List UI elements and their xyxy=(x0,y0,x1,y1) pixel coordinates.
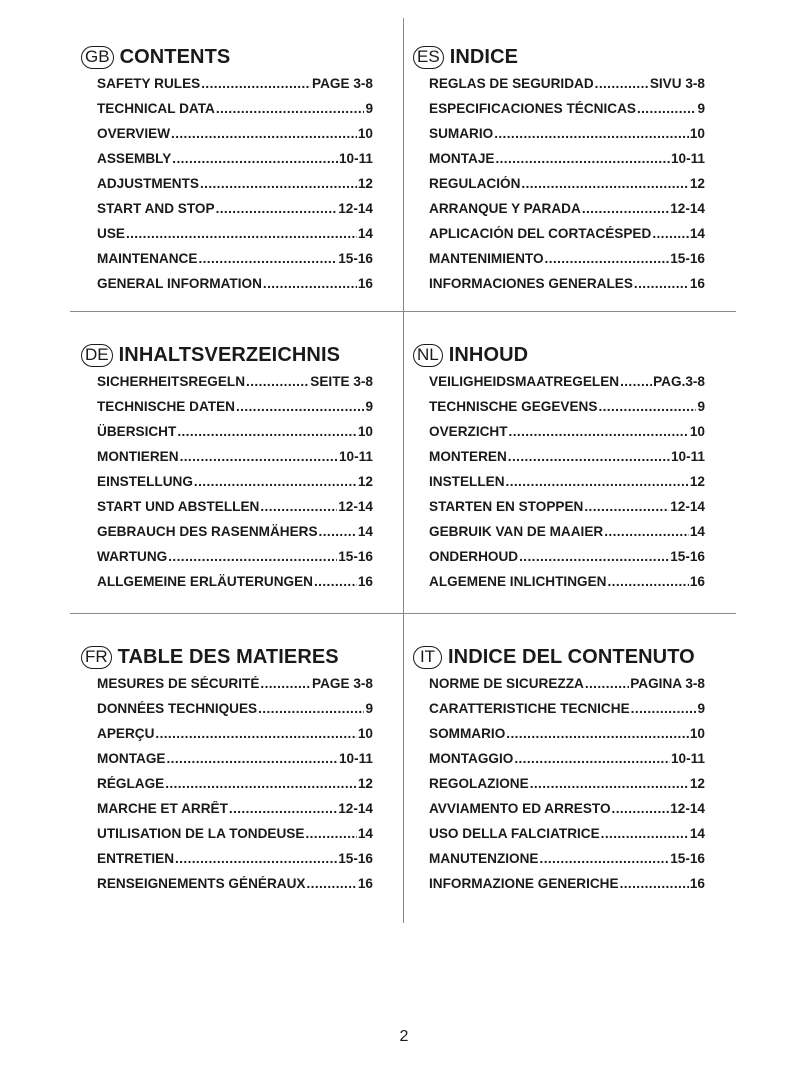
toc-entry xyxy=(429,151,705,176)
toc-entry-list xyxy=(429,76,705,301)
toc-entry-list xyxy=(97,76,373,301)
entry-label: SUMARIO xyxy=(429,126,494,141)
dot-leader xyxy=(177,424,357,439)
entry-page: 15-16 xyxy=(338,251,373,266)
dot-leader xyxy=(604,524,689,539)
entry-page: 16 xyxy=(689,574,705,589)
language-code-badge: GB xyxy=(81,46,114,69)
entry-label: MAINTENANCE xyxy=(97,251,198,266)
entry-page: 9 xyxy=(697,399,705,414)
dot-leader xyxy=(506,474,689,489)
dot-leader xyxy=(530,776,689,791)
dot-leader xyxy=(521,176,688,191)
dot-leader xyxy=(171,126,357,141)
section-header xyxy=(413,44,705,70)
entry-label: EINSTELLUNG xyxy=(97,474,193,489)
section-title: CONTENTS xyxy=(119,45,231,68)
entry-page: PAGE 3-8 xyxy=(312,676,373,691)
entry-label: MONTAGGIO xyxy=(429,751,514,766)
toc-entry xyxy=(429,751,705,776)
entry-page: 16 xyxy=(689,276,705,291)
entry-label: VEILIGHEIDSMAATREGELEN xyxy=(429,374,620,389)
dot-leader xyxy=(540,851,670,866)
entry-label: ONDERHOUD xyxy=(429,549,519,564)
entry-page: 14 xyxy=(689,524,705,539)
toc-entry xyxy=(429,76,705,101)
entry-label: MONTIEREN xyxy=(97,449,179,464)
entry-page: 14 xyxy=(689,226,705,241)
section-header xyxy=(81,342,373,368)
entry-page: 12 xyxy=(357,474,373,489)
dot-leader xyxy=(198,251,337,266)
dot-leader xyxy=(508,449,670,464)
toc-section-es xyxy=(413,44,705,301)
entry-page: 9 xyxy=(365,399,373,414)
toc-entry xyxy=(429,549,705,574)
entry-page: 16 xyxy=(689,876,705,891)
toc-entry xyxy=(97,424,373,449)
dot-leader xyxy=(494,126,689,141)
entry-page: PAGE 3-8 xyxy=(312,76,373,91)
entry-page: 12-14 xyxy=(338,801,373,816)
entry-label: GEBRAUCH DES RASENMÄHERS xyxy=(97,524,318,539)
entry-label: ALLGEMEINE ERLÄUTERUNGEN xyxy=(97,574,313,589)
dot-leader xyxy=(260,676,311,691)
toc-entry xyxy=(97,851,373,876)
entry-label: STARTEN EN STOPPEN xyxy=(429,499,584,514)
language-code-badge: NL xyxy=(413,344,443,367)
section-header xyxy=(81,44,373,70)
toc-entry xyxy=(429,101,705,126)
language-code-badge: DE xyxy=(81,344,113,367)
entry-label: START UND ABSTELLEN xyxy=(97,499,260,514)
entry-page: 15-16 xyxy=(670,851,705,866)
entry-page: 15-16 xyxy=(670,549,705,564)
toc-section-de xyxy=(81,342,373,599)
entry-page: 15-16 xyxy=(338,549,373,564)
entry-label: TECHNISCHE DATEN xyxy=(97,399,235,414)
entry-page: 10-11 xyxy=(338,449,373,464)
dot-leader xyxy=(519,549,669,564)
dot-leader xyxy=(216,101,365,116)
toc-entry xyxy=(97,151,373,176)
entry-label: ÜBERSICHT xyxy=(97,424,177,439)
section-title: INDICE DEL CONTENUTO xyxy=(448,645,695,668)
dot-leader xyxy=(172,151,338,166)
entry-page: 10 xyxy=(689,126,705,141)
dot-leader xyxy=(305,826,356,841)
entry-label: MESURES DE SÉCURITÉ xyxy=(97,676,260,691)
entry-page: 16 xyxy=(357,276,373,291)
entry-label: USE xyxy=(97,226,125,241)
toc-entry xyxy=(429,499,705,524)
toc-entry xyxy=(97,76,373,101)
entry-label: ADJUSTMENTS xyxy=(97,176,199,191)
entry-page: 12-14 xyxy=(670,499,705,514)
entry-page: 14 xyxy=(357,826,373,841)
section-title: INHOUD xyxy=(448,343,529,366)
entry-label: ENTRETIEN xyxy=(97,851,175,866)
dot-leader xyxy=(306,876,356,891)
entry-page: 9 xyxy=(365,101,373,116)
entry-page: 12 xyxy=(689,176,705,191)
toc-section-gb xyxy=(81,44,373,301)
entry-label: ALGEMENE INLICHTINGEN xyxy=(429,574,607,589)
dot-leader xyxy=(637,101,696,116)
dot-leader xyxy=(258,701,364,716)
entry-page: 10 xyxy=(357,726,373,741)
dot-leader xyxy=(260,499,337,514)
toc-entry xyxy=(97,399,373,424)
dot-leader xyxy=(607,574,688,589)
entry-page: 9 xyxy=(697,101,705,116)
entry-label: MONTAGE xyxy=(97,751,166,766)
toc-section-it xyxy=(413,644,705,901)
language-code-badge: FR xyxy=(81,646,112,669)
entry-label: RÉGLAGE xyxy=(97,776,165,791)
section-title: TABLE DES MATIERES xyxy=(117,645,339,668)
entry-label: SOMMARIO xyxy=(429,726,506,741)
dot-leader xyxy=(180,449,338,464)
entry-page: 12 xyxy=(689,474,705,489)
entry-page: 16 xyxy=(357,876,373,891)
toc-entry xyxy=(429,374,705,399)
toc-entry xyxy=(97,549,373,574)
entry-label: UTILISATION DE LA TONDEUSE xyxy=(97,826,305,841)
toc-entry xyxy=(429,424,705,449)
dot-leader xyxy=(612,801,670,816)
dot-leader xyxy=(634,276,689,291)
entry-label: INFORMACIONES GENERALES xyxy=(429,276,633,291)
entry-label: REGOLAZIONE xyxy=(429,776,529,791)
entry-label: MARCHE ET ARRÊT xyxy=(97,801,228,816)
entry-page: 12-14 xyxy=(338,201,373,216)
horizontal-divider-upper xyxy=(70,311,736,312)
entry-page: 9 xyxy=(365,701,373,716)
entry-page: 10-11 xyxy=(670,449,705,464)
toc-entry xyxy=(97,101,373,126)
section-title: INDICE xyxy=(449,45,519,68)
toc-entry xyxy=(97,201,373,226)
entry-page: 12 xyxy=(357,176,373,191)
toc-entry xyxy=(429,176,705,201)
horizontal-divider-lower xyxy=(70,613,736,614)
toc-entry xyxy=(97,826,373,851)
dot-leader xyxy=(216,201,338,216)
dot-leader xyxy=(200,176,357,191)
entry-page: 12-14 xyxy=(670,801,705,816)
entry-label: GENERAL INFORMATION xyxy=(97,276,262,291)
toc-entry-list xyxy=(97,676,373,901)
entry-page: 12-14 xyxy=(338,499,373,514)
toc-entry xyxy=(97,276,373,301)
toc-entry xyxy=(97,176,373,201)
entry-label: AVVIAMENTO ED ARRESTO xyxy=(429,801,611,816)
dot-leader xyxy=(506,726,689,741)
dot-leader xyxy=(246,374,309,389)
entry-label: REGLAS DE SEGURIDAD xyxy=(429,76,594,91)
toc-entry-list xyxy=(429,676,705,901)
dot-leader xyxy=(155,726,356,741)
entry-page: 10 xyxy=(357,424,373,439)
entry-page: 10 xyxy=(357,126,373,141)
language-code-badge: IT xyxy=(413,646,442,669)
toc-entry xyxy=(429,776,705,801)
section-title: INHALTSVERZEICHNIS xyxy=(118,343,341,366)
toc-entry xyxy=(429,676,705,701)
toc-entry xyxy=(429,876,705,901)
entry-label: OVERVIEW xyxy=(97,126,171,141)
toc-entry xyxy=(429,226,705,251)
section-header xyxy=(413,644,705,670)
entry-page: 10-11 xyxy=(670,751,705,766)
dot-leader xyxy=(620,374,652,389)
dot-leader xyxy=(126,226,357,241)
entry-label: TECHNISCHE GEGEVENS xyxy=(429,399,598,414)
entry-page: PAGINA 3-8 xyxy=(630,676,705,691)
entry-label: NORME DE SICUREZZA xyxy=(429,676,584,691)
toc-section-fr xyxy=(81,644,373,901)
entry-page: 10-11 xyxy=(670,151,705,166)
toc-entry-list xyxy=(97,374,373,599)
entry-page: 12 xyxy=(357,776,373,791)
toc-entry xyxy=(429,524,705,549)
entry-page: SEITE 3-8 xyxy=(310,374,373,389)
dot-leader xyxy=(165,776,357,791)
dot-leader xyxy=(601,826,689,841)
dot-leader xyxy=(319,524,357,539)
dot-leader xyxy=(545,251,670,266)
dot-leader xyxy=(201,76,311,91)
entry-page: 14 xyxy=(357,524,373,539)
entry-label: SAFETY RULES xyxy=(97,76,201,91)
toc-entry-list xyxy=(429,374,705,599)
dot-leader xyxy=(168,549,337,564)
entry-label: TECHNICAL DATA xyxy=(97,101,215,116)
entry-label: GEBRUIK VAN DE MAAIER xyxy=(429,524,604,539)
dot-leader xyxy=(314,574,357,589)
toc-entry xyxy=(429,801,705,826)
dot-leader xyxy=(631,701,697,716)
dot-leader xyxy=(652,226,689,241)
dot-leader xyxy=(175,851,337,866)
entry-label: ARRANQUE Y PARADA xyxy=(429,201,581,216)
entry-label: INSTELLEN xyxy=(429,474,505,489)
toc-entry xyxy=(429,701,705,726)
entry-label: CARATTERISTICHE TECNICHE xyxy=(429,701,630,716)
toc-entry xyxy=(97,574,373,599)
toc-entry xyxy=(97,449,373,474)
entry-page: SIVU 3-8 xyxy=(649,76,705,91)
dot-leader xyxy=(263,276,357,291)
entry-page: 10-11 xyxy=(338,751,373,766)
entry-page: 12 xyxy=(689,776,705,791)
entry-label: USO DELLA FALCIATRICE xyxy=(429,826,600,841)
entry-page: 15-16 xyxy=(670,251,705,266)
dot-leader xyxy=(236,399,364,414)
toc-entry xyxy=(429,574,705,599)
toc-entry xyxy=(97,524,373,549)
entry-page: 14 xyxy=(689,826,705,841)
entry-label: SICHERHEITSREGELN xyxy=(97,374,246,389)
dot-leader xyxy=(166,751,338,766)
toc-entry xyxy=(429,251,705,276)
toc-entry xyxy=(97,374,373,399)
entry-page: 9 xyxy=(697,701,705,716)
dot-leader xyxy=(514,751,670,766)
toc-entry xyxy=(429,201,705,226)
page-number: 2 xyxy=(399,1028,409,1045)
toc-entry xyxy=(97,776,373,801)
entry-page: PAG.3-8 xyxy=(653,374,705,389)
dot-leader xyxy=(595,76,649,91)
entry-page: 10 xyxy=(689,726,705,741)
entry-label: START AND STOP xyxy=(97,201,215,216)
toc-entry xyxy=(97,251,373,276)
entry-label: MONTAJE xyxy=(429,151,495,166)
entry-label: ESPECIFICACIONES TÉCNICAS xyxy=(429,101,636,116)
entry-label: WARTUNG xyxy=(97,549,168,564)
dot-leader xyxy=(582,201,669,216)
entry-page: 10-11 xyxy=(338,151,373,166)
entry-page: 15-16 xyxy=(338,851,373,866)
entry-label: ASSEMBLY xyxy=(97,151,172,166)
entry-label: INFORMAZIONE GENERICHE xyxy=(429,876,619,891)
entry-page: 10 xyxy=(689,424,705,439)
entry-label: REGULACIÓN xyxy=(429,176,521,191)
section-header xyxy=(81,644,373,670)
toc-section-nl xyxy=(413,342,705,599)
dot-leader xyxy=(584,499,669,514)
dot-leader xyxy=(194,474,357,489)
toc-entry xyxy=(97,474,373,499)
entry-label: MANTENIMIENTO xyxy=(429,251,544,266)
section-header xyxy=(413,342,705,368)
toc-entry xyxy=(429,126,705,151)
dot-leader xyxy=(495,151,670,166)
toc-entry xyxy=(97,876,373,901)
toc-entry xyxy=(429,399,705,424)
entry-page: 16 xyxy=(357,574,373,589)
toc-entry xyxy=(97,226,373,251)
entry-label: MONTEREN xyxy=(429,449,507,464)
vertical-divider xyxy=(403,18,404,923)
toc-entry xyxy=(97,801,373,826)
toc-entry xyxy=(97,126,373,151)
entry-label: RENSEIGNEMENTS GÉNÉRAUX xyxy=(97,876,306,891)
toc-entry xyxy=(429,726,705,751)
language-code-badge: ES xyxy=(413,46,444,69)
entry-label: OVERZICHT xyxy=(429,424,508,439)
toc-entry xyxy=(429,449,705,474)
dot-leader xyxy=(509,424,689,439)
toc-entry xyxy=(97,676,373,701)
dot-leader xyxy=(620,876,689,891)
toc-entry xyxy=(429,826,705,851)
toc-entry xyxy=(97,751,373,776)
dot-leader xyxy=(229,801,337,816)
toc-entry xyxy=(429,474,705,499)
dot-leader xyxy=(598,399,696,414)
toc-entry xyxy=(429,851,705,876)
entry-label: APERÇU xyxy=(97,726,155,741)
toc-entry xyxy=(429,276,705,301)
toc-entry xyxy=(97,701,373,726)
entry-page: 12-14 xyxy=(670,201,705,216)
dot-leader xyxy=(585,676,629,691)
entry-label: APLICACIÓN DEL CORTACÉSPED xyxy=(429,226,652,241)
entry-label: DONNÉES TECHNIQUES xyxy=(97,701,258,716)
entry-page: 14 xyxy=(357,226,373,241)
entry-label: MANUTENZIONE xyxy=(429,851,539,866)
toc-entry xyxy=(97,499,373,524)
toc-entry xyxy=(97,726,373,751)
